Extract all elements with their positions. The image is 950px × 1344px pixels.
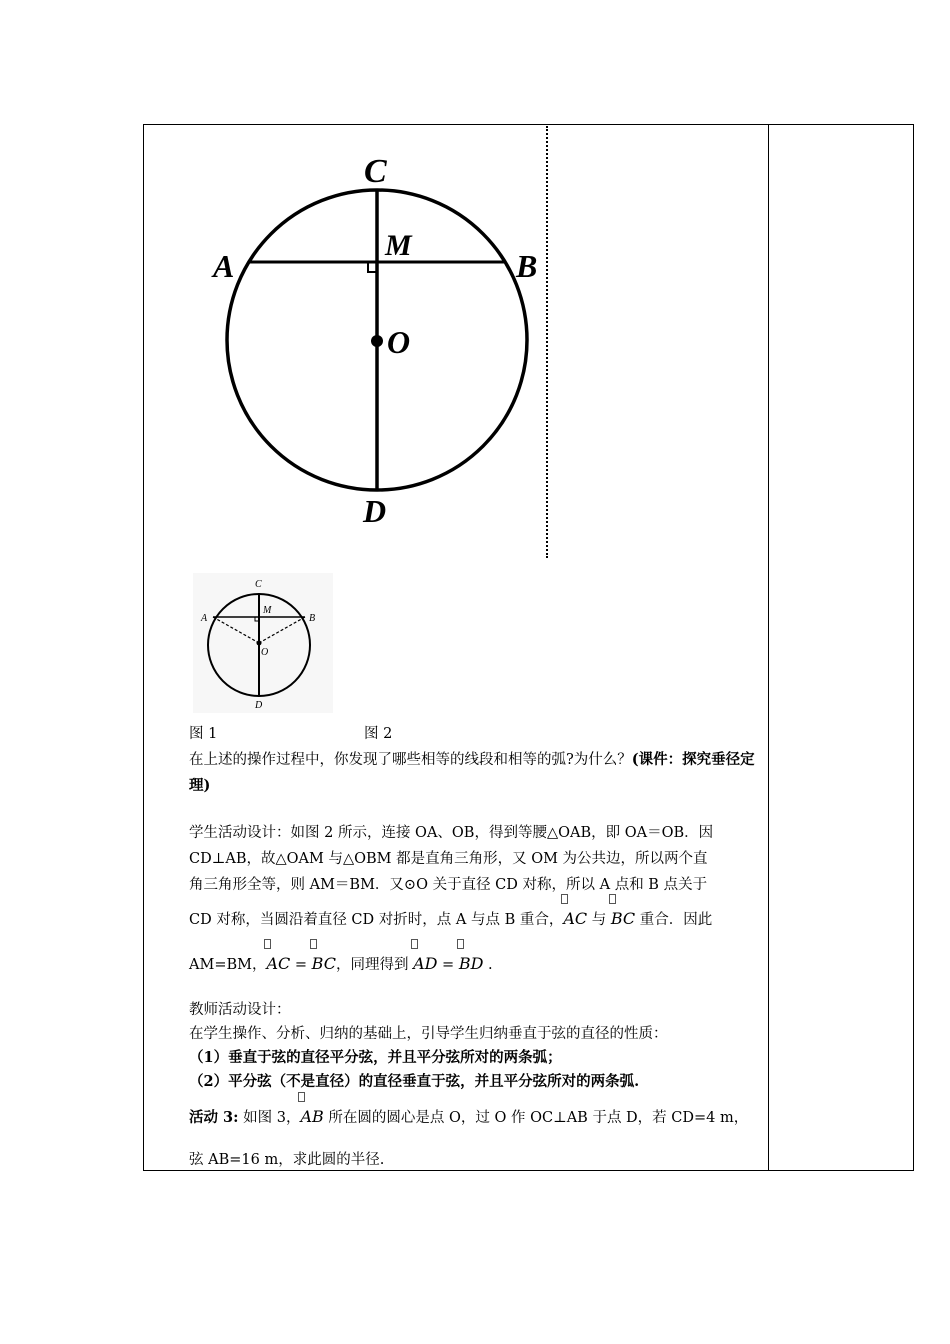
student-line-1: 学生活动设计：如图 2 所示，连接 OA、OB，得到等腰△OAB，即 OA＝OB．因 (189, 825, 714, 841)
label-b-small: B (309, 613, 316, 624)
student-design-paragraph (189, 820, 761, 978)
arc-bc-label: BC (610, 909, 636, 928)
arc-bc-eq (312, 951, 336, 977)
label-m: M (385, 229, 412, 262)
label-c: C (364, 153, 387, 190)
arc-ac (563, 906, 587, 932)
student-line-4-end: 重合．因此 (635, 912, 713, 928)
arc-ad (413, 951, 437, 977)
teacher-design-paragraph (189, 998, 761, 1094)
activity-3-label: 活动 3: (189, 1109, 239, 1126)
question-text: 在上述的操作过程中，你发现了哪些相等的线段和相等的弧?为什么？ (189, 752, 632, 768)
arc-ac-label: AC (563, 909, 588, 928)
label-d: D (363, 493, 387, 529)
teacher-intro: 在学生操作、分析、归纳的基础上，引导学生归纳垂直于弦的直径的性质： (189, 1026, 668, 1042)
arc-bc-eq-label: BC (311, 954, 336, 973)
equals-sign-2: = (437, 957, 459, 973)
column-divider (768, 124, 769, 1171)
activity-3-line-2: 弦 AB=16 m，求此圆的半径. (189, 1152, 385, 1168)
student-line-4 (189, 906, 761, 933)
center-point (371, 335, 383, 347)
student-line-4-text: CD 对称，当圆沿着直径 CD 对折时，点 A 与点 B 重合， (189, 912, 564, 928)
arc-bc (611, 906, 635, 932)
arc-ab (300, 1104, 323, 1130)
activity-3-paragraph (189, 1104, 761, 1173)
arc-ad-label: AD (413, 954, 438, 973)
student-line-2: CD⊥AB，故△OAM 与△OBM 都是直角三角形，又 OM 为公共边，所以两个直 (189, 851, 708, 867)
activity-3-text-a: 如图 3， (238, 1110, 301, 1126)
arc-bd-label: BD (458, 954, 484, 973)
label-o-small: O (261, 647, 269, 658)
activity-3-line-1 (189, 1104, 761, 1131)
arc-bd (459, 951, 484, 977)
label-m-small: M (263, 605, 272, 616)
student-line-5-end: . (483, 957, 493, 973)
arc-ab-label: AB (300, 1107, 324, 1126)
label-c-small: C (255, 579, 262, 590)
courseware-note: (课件：探究垂径定理) (189, 751, 755, 794)
property-1: （1）垂直于弦的直径平分弦，并且平分弦所对的两条弧； (189, 1049, 562, 1066)
caption-figure-2: 图 2 (364, 726, 393, 742)
student-line-5-mid: ，同理得到 (335, 957, 414, 973)
arc-ac-eq (266, 951, 290, 977)
figure-2-circle (193, 573, 333, 713)
with-text: 与 (587, 912, 611, 928)
teacher-heading: 教师活动设计： (189, 1002, 291, 1018)
student-line-3: 角三角形全等，则 AM＝BM．又⊙O 关于直径 CD 对称，所以 A 点和 B 点关于 (189, 877, 708, 893)
dotted-fold-line (546, 126, 548, 558)
student-line-5-text: AM=BM， (189, 957, 267, 973)
activity-3-text-b: 所在圆的圆心是点 O，过 O 作 OC⊥AB 于点 D，若 CD=4 m， (323, 1110, 749, 1126)
figure-1-circle (205, 140, 545, 540)
property-2: （2）平分弦（不是直径）的直径垂直于弦，并且平分弦所对的两条弧. (189, 1073, 640, 1090)
label-o: O (387, 324, 411, 360)
equals-sign: = (290, 957, 312, 973)
student-line-5 (189, 951, 761, 978)
caption-figure-1: 图 1 (189, 726, 218, 742)
question-paragraph (189, 747, 761, 799)
label-b: B (516, 248, 538, 284)
label-a: A (213, 248, 235, 284)
center-point-small (257, 641, 262, 646)
arc-ac-eq-label: AC (266, 954, 291, 973)
label-d-small: D (255, 700, 263, 711)
label-a-small: A (201, 613, 208, 624)
